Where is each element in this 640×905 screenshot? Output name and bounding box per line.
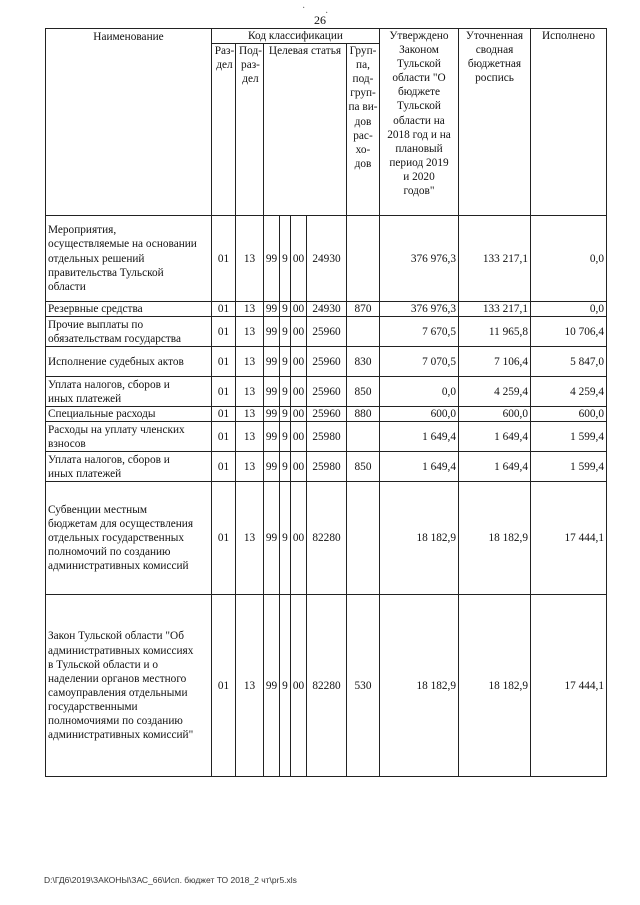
- subsection-code: 13: [236, 422, 264, 452]
- target-code-part: 9: [280, 302, 291, 317]
- executed-amount: 4 259,4: [531, 377, 607, 407]
- budget-table: [45, 28, 607, 777]
- target-code-part: 00: [291, 317, 307, 347]
- table-row: [46, 422, 607, 452]
- refined-amount: 4 259,4: [459, 377, 531, 407]
- target-code-part: 99: [264, 595, 280, 777]
- target-code-part: 00: [291, 407, 307, 422]
- subsection-code: 13: [236, 216, 264, 302]
- page-number: 26: [314, 13, 326, 27]
- table-body: [46, 216, 607, 777]
- header-executed: Исполнено: [531, 29, 607, 216]
- section-code: 01: [212, 482, 236, 595]
- row-name: Мероприятия, осуществляемые на основании отдельных решений правительства Тульской области: [46, 216, 212, 302]
- table-row: [46, 377, 607, 407]
- target-code-part: 99: [264, 482, 280, 595]
- target-code-part: 00: [291, 595, 307, 777]
- target-code-part: 9: [280, 482, 291, 595]
- target-code-part: 00: [291, 482, 307, 595]
- subsection-code: 13: [236, 377, 264, 407]
- subsection-code: 13: [236, 407, 264, 422]
- approved-amount: 7 070,5: [380, 347, 459, 377]
- target-code-part: 82280: [307, 482, 347, 595]
- header-expense-group: Груп- па, под- груп- па ви- дов рас- хо- дов: [347, 44, 380, 216]
- target-code-part: 00: [291, 377, 307, 407]
- refined-amount: 1 649,4: [459, 452, 531, 482]
- target-code-part: 99: [264, 422, 280, 452]
- target-code-part: 00: [291, 422, 307, 452]
- approved-amount: 600,0: [380, 407, 459, 422]
- target-code-part: 25960: [307, 407, 347, 422]
- table-row: [46, 407, 607, 422]
- target-code-part: 25980: [307, 452, 347, 482]
- expense-group-code: [347, 317, 380, 347]
- approved-amount: 376 976,3: [380, 302, 459, 317]
- approved-amount: 18 182,9: [380, 595, 459, 777]
- target-code-part: 00: [291, 347, 307, 377]
- row-name: Прочие выплаты по обязательствам государства: [46, 317, 212, 347]
- refined-amount: 600,0: [459, 407, 531, 422]
- subsection-code: 13: [236, 317, 264, 347]
- expense-group-code: [347, 482, 380, 595]
- header-section: Раз- дел: [212, 44, 236, 216]
- refined-amount: 7 106,4: [459, 347, 531, 377]
- section-code: 01: [212, 317, 236, 347]
- target-code-part: 99: [264, 377, 280, 407]
- target-code-part: 9: [280, 377, 291, 407]
- target-code-part: 24930: [307, 216, 347, 302]
- section-code: 01: [212, 407, 236, 422]
- header-subsection: Под- раз- дел: [236, 44, 264, 216]
- expense-group-code: 850: [347, 452, 380, 482]
- executed-amount: 1 599,4: [531, 452, 607, 482]
- target-code-part: 24930: [307, 302, 347, 317]
- section-code: 01: [212, 216, 236, 302]
- executed-amount: 600,0: [531, 407, 607, 422]
- row-name: Резервные средства: [46, 302, 212, 317]
- subsection-code: 13: [236, 302, 264, 317]
- file-path-footer: D:\ГД6\2019\ЗАКОНЫ\ЗАС_66\Исп. бюджет ТО 2018_2 чт\pr5.xls: [44, 875, 297, 885]
- target-code-part: 25980: [307, 422, 347, 452]
- target-code-part: 00: [291, 452, 307, 482]
- expense-group-code: [347, 422, 380, 452]
- approved-amount: 1 649,4: [380, 452, 459, 482]
- target-code-part: 99: [264, 347, 280, 377]
- row-name: Уплата налогов, сборов и иных платежей: [46, 452, 212, 482]
- executed-amount: 0,0: [531, 216, 607, 302]
- row-name: Закон Тульской области "Об административных комиссиях в Тульской области и о наделении органов местного самоуправления отдельными государственными полномочиями по созданию административных комиссий": [46, 595, 212, 777]
- refined-amount: 18 182,9: [459, 595, 531, 777]
- row-name: Специальные расходы: [46, 407, 212, 422]
- table-row: [46, 452, 607, 482]
- target-code-part: 25960: [307, 377, 347, 407]
- approved-amount: 7 670,5: [380, 317, 459, 347]
- table-row: [46, 302, 607, 317]
- row-name: Субвенции местным бюджетам для осуществления отдельных государственных полномочий по созданию административных комиссий: [46, 482, 212, 595]
- scan-mark: ·: [302, 3, 306, 14]
- approved-amount: 0,0: [380, 377, 459, 407]
- executed-amount: 5 847,0: [531, 347, 607, 377]
- section-code: 01: [212, 347, 236, 377]
- header-target-article: Целевая статья: [264, 44, 347, 216]
- expense-group-code: 850: [347, 377, 380, 407]
- row-name: Исполнение судебных актов: [46, 347, 212, 377]
- target-code-part: 99: [264, 317, 280, 347]
- row-name: Уплата налогов, сборов и иных платежей: [46, 377, 212, 407]
- expense-group-code: 530: [347, 595, 380, 777]
- expense-group-code: 870: [347, 302, 380, 317]
- target-code-part: 82280: [307, 595, 347, 777]
- target-code-part: 99: [264, 452, 280, 482]
- refined-amount: 133 217,1: [459, 302, 531, 317]
- subsection-code: 13: [236, 595, 264, 777]
- row-name: Расходы на уплату членских взносов: [46, 422, 212, 452]
- target-code-part: 9: [280, 422, 291, 452]
- target-code-part: 99: [264, 407, 280, 422]
- target-code-part: 9: [280, 407, 291, 422]
- expense-group-code: [347, 216, 380, 302]
- table-row: [46, 482, 607, 595]
- header-row-1: [46, 29, 607, 44]
- header-refined: Уточненная сводная бюджетная роспись: [459, 29, 531, 216]
- target-code-part: 25960: [307, 347, 347, 377]
- target-code-part: 25960: [307, 317, 347, 347]
- header-approved: Утверждено Законом Тульской области "О бюджете Тульской области на 2018 год и на плановый период 2019 и 2020 годов": [380, 29, 459, 216]
- target-code-part: 9: [280, 216, 291, 302]
- target-code-part: 99: [264, 216, 280, 302]
- target-code-part: 00: [291, 216, 307, 302]
- target-code-part: 99: [264, 302, 280, 317]
- executed-amount: 1 599,4: [531, 422, 607, 452]
- target-code-part: 00: [291, 302, 307, 317]
- refined-amount: 133 217,1: [459, 216, 531, 302]
- executed-amount: 17 444,1: [531, 595, 607, 777]
- subsection-code: 13: [236, 482, 264, 595]
- header-name: Наименование: [46, 29, 212, 216]
- expense-group-code: 880: [347, 407, 380, 422]
- subsection-code: 13: [236, 347, 264, 377]
- target-code-part: 9: [280, 317, 291, 347]
- scan-mark: ·: [325, 8, 329, 19]
- approved-amount: 18 182,9: [380, 482, 459, 595]
- table-row: [46, 317, 607, 347]
- section-code: 01: [212, 302, 236, 317]
- target-code-part: 9: [280, 595, 291, 777]
- section-code: 01: [212, 452, 236, 482]
- table-row: [46, 595, 607, 777]
- refined-amount: 11 965,8: [459, 317, 531, 347]
- refined-amount: 18 182,9: [459, 482, 531, 595]
- expense-group-code: 830: [347, 347, 380, 377]
- table-row: [46, 216, 607, 302]
- header-code-group: Код классификации: [212, 29, 380, 44]
- subsection-code: 13: [236, 452, 264, 482]
- target-code-part: 9: [280, 452, 291, 482]
- executed-amount: 17 444,1: [531, 482, 607, 595]
- section-code: 01: [212, 377, 236, 407]
- approved-amount: 1 649,4: [380, 422, 459, 452]
- target-code-part: 9: [280, 347, 291, 377]
- approved-amount: 376 976,3: [380, 216, 459, 302]
- table-row: [46, 347, 607, 377]
- section-code: 01: [212, 422, 236, 452]
- refined-amount: 1 649,4: [459, 422, 531, 452]
- executed-amount: 10 706,4: [531, 317, 607, 347]
- section-code: 01: [212, 595, 236, 777]
- executed-amount: 0,0: [531, 302, 607, 317]
